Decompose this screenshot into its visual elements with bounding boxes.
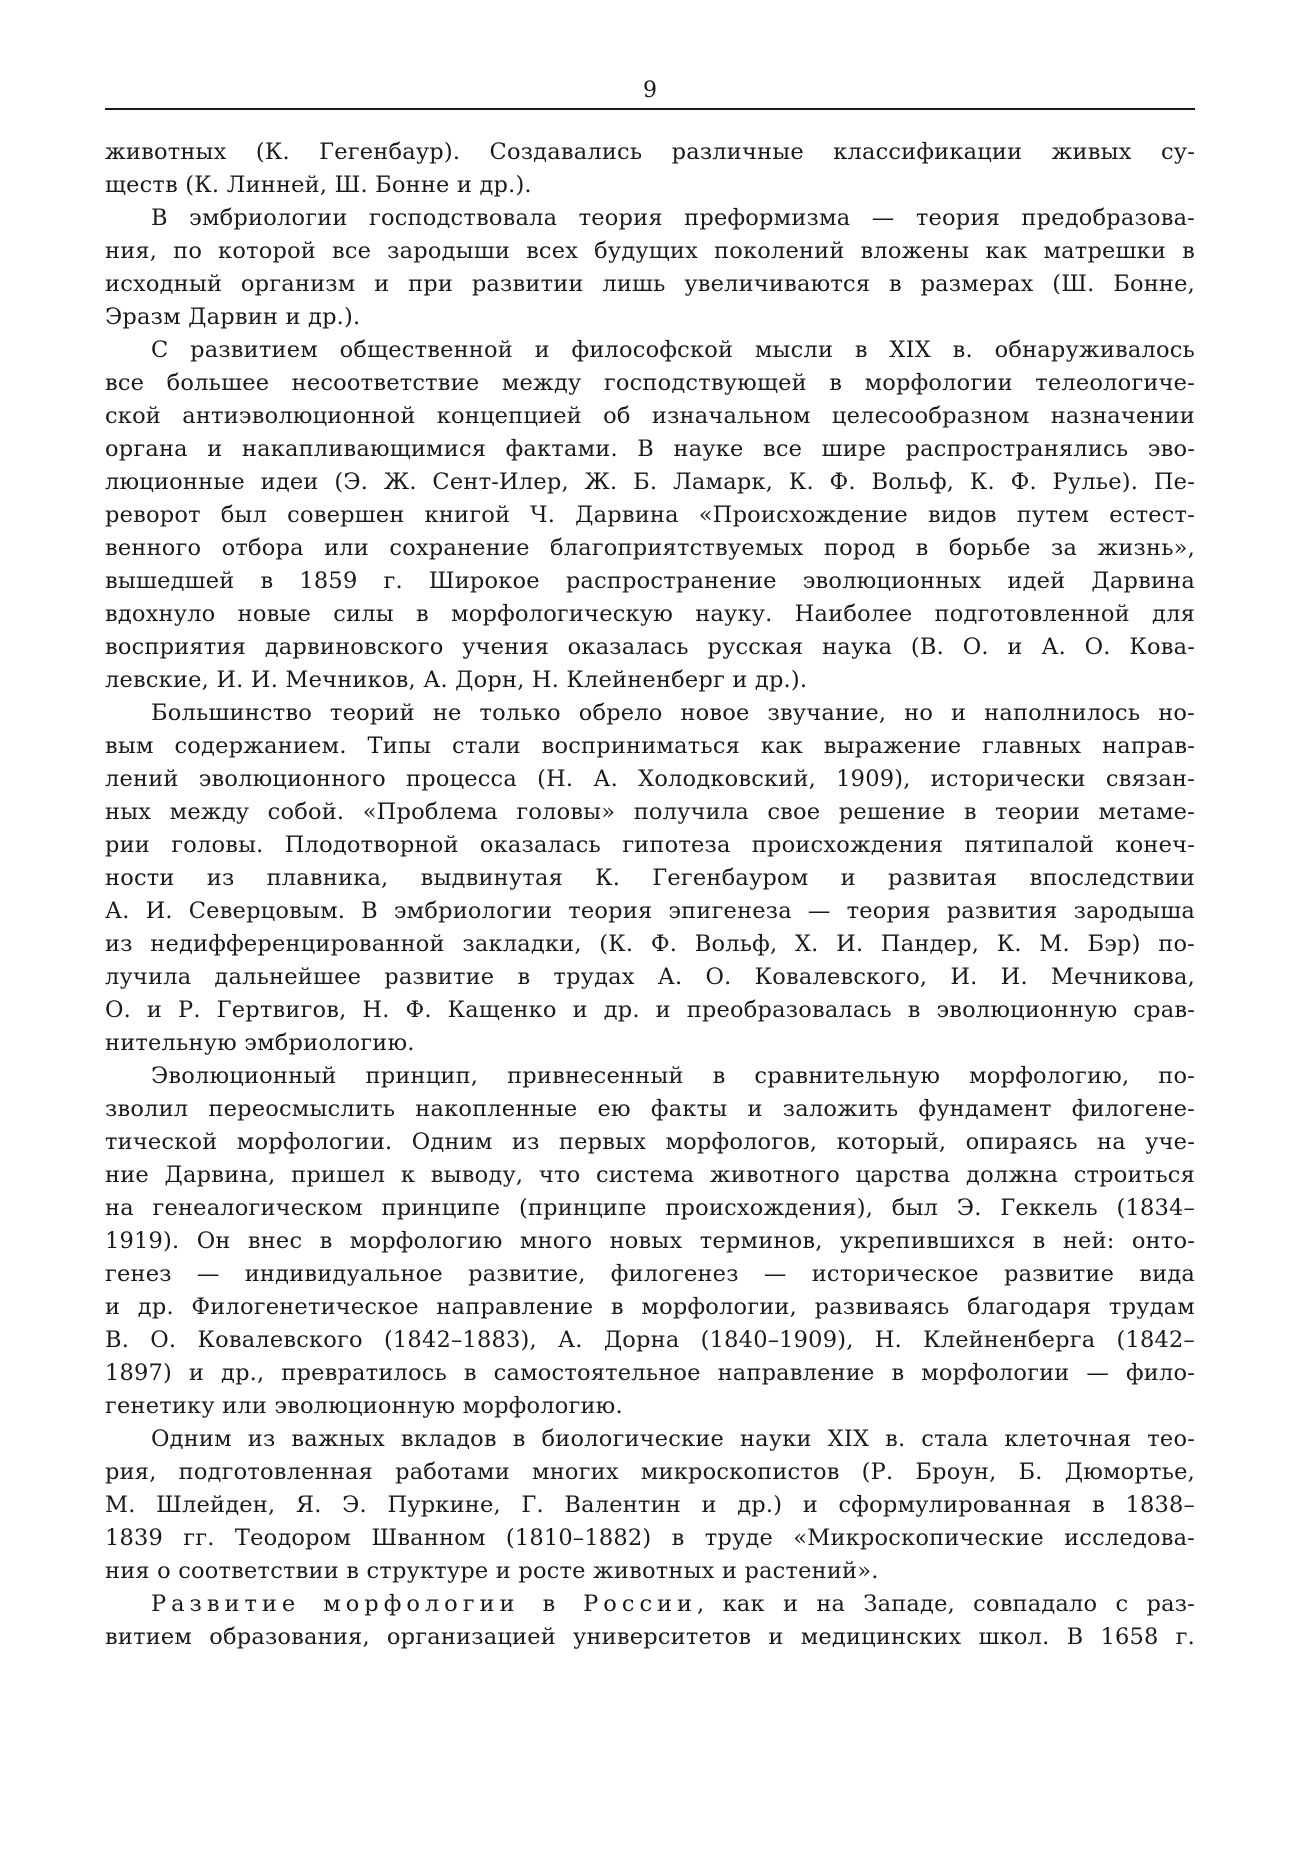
- text-line: реворот был совершен книгой Ч. Дарвина «Происхождение видов путем естест-: [105, 502, 1195, 528]
- text-line: 1919). Он внес в морфологию много новых терминов, укрепившихся в ней: онто-: [105, 1228, 1195, 1254]
- header-rule: [105, 108, 1195, 110]
- text-line: генез — индивидуальное развитие, филогенез — историческое развитие вида: [105, 1261, 1195, 1287]
- text-line: Одним из важных вкладов в биологические науки XIX в. стала клеточная тео-: [151, 1426, 1195, 1452]
- text-line: венного отбора или сохранение благоприятствуемых пород в борьбе за жизнь»,: [105, 535, 1195, 561]
- text-line: 1839 гг. Теодором Шванном (1810–1882) в труде «Микроскопические исследова-: [105, 1525, 1195, 1551]
- text-line: Эволюционный принцип, привнесенный в сравнительную морфологию, по-: [151, 1063, 1195, 1089]
- text-line: [105, 1588, 1195, 1621]
- text-line: Большинство теорий не только обрело новое звучание, но и наполнилось но-: [151, 700, 1195, 726]
- text-line: вдохнуло новые силы в морфологическую науку. Наиболее подготовленной для: [105, 601, 1195, 627]
- text-line: из недифференцированной закладки, (К. Ф. Вольф, Х. И. Пандер, К. М. Бэр) по-: [105, 931, 1195, 957]
- text-line: все большее несоответствие между господствующей в морфологии телеологиче-: [105, 370, 1195, 396]
- text-line: зволил переосмыслить накопленные ею факты и заложить фундамент филогене-: [105, 1096, 1195, 1122]
- text-line: ния о соответствии в структуре и росте животных и растений».: [105, 1558, 879, 1584]
- text-line: 1897) и др., превратилось в самостоятельное направление в морфологии — фило-: [105, 1360, 1195, 1386]
- text-line: восприятия дарвиновского учения оказалась русская наука (В. О. и А. О. Кова-: [105, 634, 1195, 660]
- body-text: [105, 136, 1195, 1588]
- text-line: рия, подготовленная работами многих микроскопистов (Р. Броун, Б. Дюмортье,: [105, 1459, 1195, 1485]
- text-line: исходный организм и при развитии лишь увеличиваются в размерах (Ш. Бонне,: [105, 271, 1195, 297]
- text-line: и др. Филогенетическое направление в морфологии, развиваясь благодаря трудам: [105, 1294, 1195, 1320]
- text-line: В эмбриологии господствовала теория преформизма — теория предобразова-: [151, 205, 1195, 231]
- line-text: , как и на Западе, совпадало с раз-: [697, 1591, 1195, 1617]
- text-line: А. И. Северцовым. В эмбриологии теория эпигенеза — теория развития зародыша: [105, 898, 1195, 924]
- text-line: ных между собой. «Проблема головы» получила свое решение в теории метаме-: [105, 799, 1195, 825]
- paragraph: [105, 202, 1195, 334]
- text-line: рии головы. Плодотворной оказалась гипотеза происхождения пятипалой конеч-: [105, 832, 1195, 858]
- spaced-heading: Развитие морфологии в России: [151, 1591, 698, 1617]
- text-line: животных (К. Гегенбаур). Создавались различные классификации живых су-: [105, 139, 1195, 165]
- paragraph: [105, 1423, 1195, 1588]
- text-line: ской антиэволюционной концепцией об изначальном целесообразном назначении: [105, 403, 1195, 429]
- text-line: генетику или эволюционную морфологию.: [105, 1393, 623, 1419]
- text-line: ществ (К. Линней, Ш. Бонне и др.).: [105, 172, 532, 198]
- text-line: на генеалогическом принципе (принципе происхождения), был Э. Геккель (1834–: [105, 1195, 1195, 1221]
- paragraph: [105, 1060, 1195, 1423]
- paragraph: [105, 1588, 1195, 1654]
- page-number: 9: [643, 78, 657, 103]
- text-line: О. и Р. Гертвигов, Н. Ф. Кащенко и др. и преобразовалась в эволюционную срав-: [105, 997, 1195, 1023]
- text-line: люционные идеи (Э. Ж. Сент-Илер, Ж. Б. Ламарк, К. Ф. Вольф, К. Ф. Рулье). Пе-: [105, 469, 1195, 495]
- text-line: С развитием общественной и философской мысли в XIX в. обнаруживалось: [151, 337, 1195, 363]
- text-line: ние Дарвина, пришел к выводу, что система животного царства должна строиться: [105, 1162, 1195, 1188]
- paragraph: [105, 697, 1195, 1060]
- text-line: тической морфологии. Одним из первых морфологов, который, опираясь на уче-: [105, 1129, 1195, 1155]
- text-line: М. Шлейден, Я. Э. Пуркине, Г. Валентин и др.) и сформулированная в 1838–: [105, 1492, 1195, 1518]
- text-line: ности из плавника, выдвинутая К. Гегенбауром и развитая впоследствии: [105, 865, 1195, 891]
- text-line: вышедшей в 1859 г. Широкое распространение эволюционных идей Дарвина: [105, 568, 1195, 594]
- text-line: органа и накапливающимися фактами. В науке все шире распространялись эво-: [105, 436, 1195, 462]
- text-line: лений эволюционного процесса (Н. А. Холодковский, 1909), исторически связан-: [105, 766, 1195, 792]
- text-line: вым содержанием. Типы стали восприниматься как выражение главных направ-: [105, 733, 1195, 759]
- text-line: витием образования, организацией университетов и медицинских школ. В 1658 г.: [105, 1624, 1195, 1650]
- paragraph: [105, 136, 1195, 202]
- text-line: лучила дальнейшее развитие в трудах А. О. Ковалевского, И. И. Мечникова,: [105, 964, 1195, 990]
- text-line: ния, по которой все зародыши всех будущих поколений вложены как матрешки в: [105, 238, 1195, 264]
- text-line: нительную эмбриологию.: [105, 1030, 415, 1056]
- page: [105, 78, 1195, 1654]
- text-line: левские, И. И. Мечников, А. Дорн, Н. Клейненберг и др.).: [105, 667, 808, 693]
- paragraph: [105, 334, 1195, 697]
- text-line: В. О. Ковалевского (1842–1883), А. Дорна (1840–1909), Н. Клейненберга (1842–: [105, 1327, 1195, 1353]
- text-line: Эразм Дарвин и др.).: [105, 304, 361, 330]
